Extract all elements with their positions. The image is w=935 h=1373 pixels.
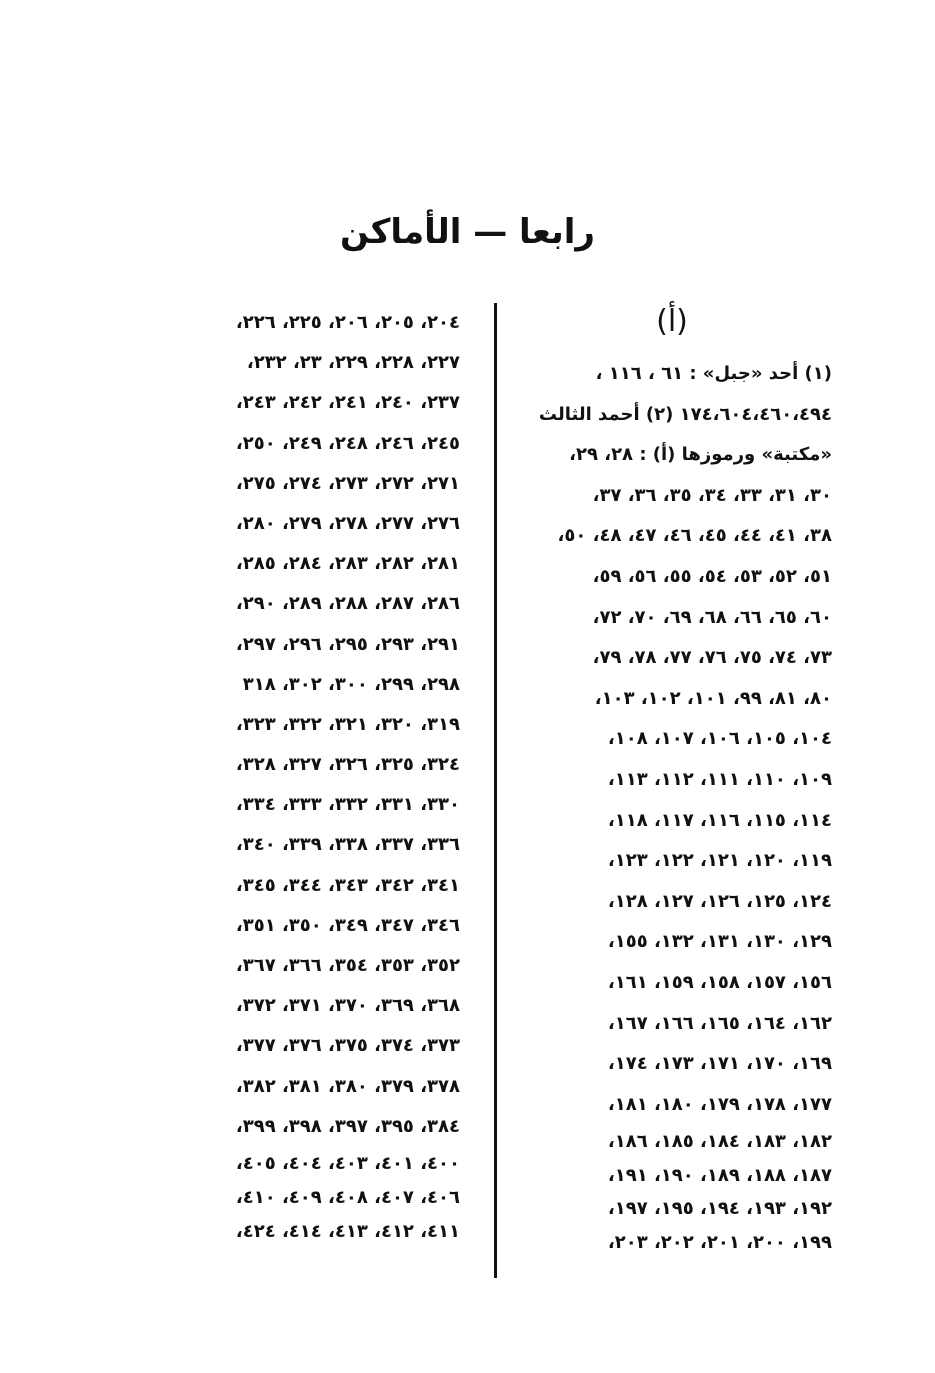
index-line: ١٥٦، ١٥٧، ١٥٨، ١٥٩، ١٦١، bbox=[607, 971, 832, 993]
index-line: ٧٣، ٧٤، ٧٥، ٧٦، ٧٧، ٧٨، ٧٩، bbox=[592, 647, 832, 669]
index-line: ٣٨٤، ٣٩٥، ٣٩٧، ٣٩٨، ٣٩٩، bbox=[235, 1115, 460, 1137]
index-line: ٣٥٢، ٣٥٣، ٣٥٤، ٣٦٦، ٣٦٧، bbox=[235, 955, 460, 976]
index-line: ٣٦٨، ٣٦٩، ٣٧٠، ٣٧١، ٣٧٢، bbox=[235, 995, 460, 1017]
index-line: ٢٢٧، ٢٢٨، ٢٢٩، ٢٣، ٢٣٢، bbox=[246, 352, 460, 374]
index-line: ٢٩٨، ٢٩٩، ٣٠٠، ٣٠٢، ٣١٨ bbox=[242, 673, 460, 695]
index-line: ١٨٧، ١٨٨، ١٨٩، ١٩٠، ١٩١، bbox=[607, 1164, 832, 1186]
index-line: ٥١، ٥٢، ٥٣، ٥٤، ٥٥، ٥٦، ٥٩، bbox=[592, 565, 832, 587]
index-line: «مكتبة» ورموزها (أ) : ٢٨، ٢٩، bbox=[569, 444, 832, 466]
index-line: ٢٠٤، ٢٠٥، ٢٠٦، ٢٢٥، ٢٢٦، bbox=[235, 312, 460, 333]
index-line: ١٧٤،٦٠٤،٤٦٠،٤٩٤ (٢) أحمد الثالث bbox=[538, 403, 832, 425]
index-line: ٦٠، ٦٥، ٦٦، ٦٨، ٦٩، ٧٠، ٧٢، bbox=[592, 606, 832, 628]
index-line: ١٩٩، ٢٠٠، ٢٠١، ٢٠٢، ٢٠٣، bbox=[607, 1231, 832, 1253]
index-line: ١٢٤، ١٢٥، ١٢٦، ١٢٧، ١٢٨، bbox=[607, 890, 832, 912]
index-line: ٤١١، ٤١٢، ٤١٣، ٤١٤، ٤٢٤، bbox=[235, 1220, 460, 1242]
index-line: ٣٠، ٣١، ٣٣، ٣٤، ٣٥، ٣٦، ٣٧، bbox=[592, 484, 832, 506]
page-title: رابعا — الأماكن bbox=[340, 212, 595, 252]
index-line: ٣٧٣، ٣٧٤، ٣٧٥، ٣٧٦، ٣٧٧، bbox=[235, 1035, 460, 1057]
index-line: ٣٢٤، ٣٢٥، ٣٢٦، ٣٢٧، ٣٢٨، bbox=[235, 754, 460, 776]
index-line: ٤٠٦، ٤٠٧، ٤٠٨، ٤٠٩، ٤١٠، bbox=[235, 1186, 460, 1208]
index-line: ٢٨١، ٢٨٢، ٢٨٣، ٢٨٤، ٢٨٥، bbox=[235, 553, 460, 575]
index-line: ٣٨، ٤١، ٤٤، ٤٥، ٤٦، ٤٧، ٤٨، ٥٠، bbox=[557, 525, 832, 547]
index-line: ١٧٧، ١٧٨، ١٧٩، ١٨٠، ١٨١، bbox=[607, 1093, 832, 1115]
index-line: ١١٩، ١٢٠، ١٢١، ١٢٢، ١٢٣، bbox=[607, 850, 832, 872]
index-line: ١١٤، ١١٥، ١١٦، ١١٧، ١١٨، bbox=[607, 809, 832, 831]
index-line: ٢٩١، ٢٩٣، ٢٩٥، ٢٩٦، ٢٩٧، bbox=[235, 633, 460, 655]
index-line: ٣٤٦، ٣٤٧، ٣٤٩، ٣٥٠، ٣٥١، bbox=[235, 914, 460, 936]
index-line: ٣٣٠، ٣٣١، ٣٣٢، ٣٣٣، ٣٣٤، bbox=[235, 794, 460, 816]
index-line: ١٢٩، ١٣٠، ١٣١، ١٣٢، ١٥٥، bbox=[607, 931, 832, 953]
index-line: ٢٧١، ٢٧٢، ٢٧٣، ٢٧٤، ٢٧٥، bbox=[235, 472, 460, 494]
index-line: ٣٧٨، ٣٧٩، ٣٨٠، ٣٨١، ٣٨٢، bbox=[235, 1075, 460, 1097]
index-line: (١) أحد «جبل» : ٦١ ، ١١٦ ، bbox=[595, 363, 832, 384]
index-line: ٤٠٠، ٤٠١، ٤٠٣، ٤٠٤، ٤٠٥، bbox=[235, 1152, 460, 1174]
index-line: ٣٤١، ٣٤٢، ٣٤٣، ٣٤٤، ٣٤٥، bbox=[235, 874, 460, 896]
index-line: ١٠٤، ١٠٥، ١٠٦، ١٠٧، ١٠٨، bbox=[607, 728, 832, 750]
index-line: ٢٤٥، ٢٤٦، ٢٤٨، ٢٤٩، ٢٥٠، bbox=[235, 432, 460, 454]
index-line: ٨٠، ٨١، ٩٩، ١٠١، ١٠٢، ١٠٣، bbox=[594, 687, 832, 709]
index-line: ١٦٢، ١٦٤، ١٦٥، ١٦٦، ١٦٧، bbox=[607, 1012, 832, 1034]
index-line: ٣١٩، ٣٢٠، ٣٢١، ٣٢٢، ٣٢٣، bbox=[235, 713, 460, 735]
index-line: ٣٣٦، ٣٣٧، ٣٣٨، ٣٣٩، ٣٤٠، bbox=[235, 834, 460, 856]
index-column-right bbox=[512, 300, 832, 1259]
index-line: ٢٣٧، ٢٤٠، ٢٤١، ٢٤٢، ٢٤٣، bbox=[235, 392, 460, 414]
column-divider bbox=[494, 303, 497, 1278]
index-line: ١٦٩، ١٧٠، ١٧١، ١٧٣، ١٧٤، bbox=[607, 1053, 832, 1075]
index-line: ١٨٢، ١٨٣، ١٨٤، ١٨٥، ١٨٦، bbox=[607, 1131, 832, 1153]
section-letter: (أ) bbox=[656, 304, 688, 339]
index-line: ١٠٩، ١١٠، ١١١، ١١٢، ١١٣، bbox=[607, 768, 832, 790]
index-column-left bbox=[150, 303, 460, 1249]
index-line: ٢٧٦، ٢٧٧، ٢٧٨، ٢٧٩، ٢٨٠، bbox=[235, 512, 460, 534]
index-line: ١٩٢، ١٩٣، ١٩٤، ١٩٥، ١٩٧، bbox=[607, 1198, 832, 1220]
index-line: ٢٨٦، ٢٨٧، ٢٨٨، ٢٨٩، ٢٩٠، bbox=[235, 593, 460, 615]
